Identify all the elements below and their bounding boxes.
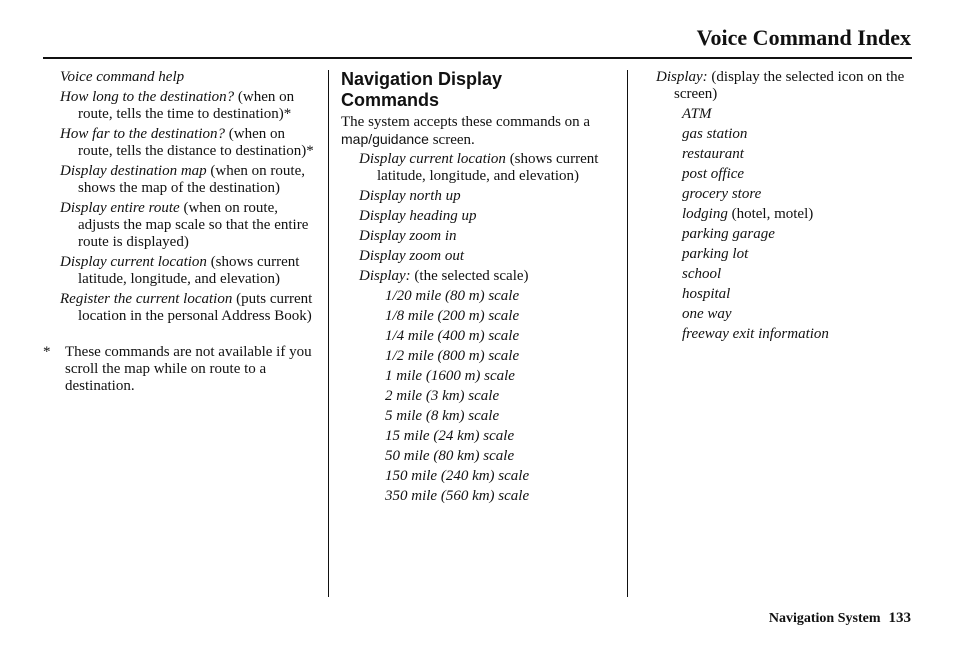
icon-item [682, 106, 912, 123]
command-text: Display destination map [60, 163, 207, 179]
scale-item: 150 mile (240 km) scale [385, 468, 530, 484]
scale-list [385, 288, 616, 505]
command-entry [359, 208, 616, 225]
icon-list [682, 106, 912, 343]
icon-item [682, 186, 912, 203]
icon-item [682, 266, 912, 283]
command-text: Display entire route [60, 200, 180, 216]
icon-item [682, 326, 912, 343]
icon-name: hospital [682, 286, 731, 302]
command-entry [359, 188, 616, 205]
intro-text: The system accepts these commands on a [341, 114, 591, 130]
icon-item [682, 306, 912, 323]
command-entry [60, 126, 315, 160]
command-entry [359, 151, 616, 185]
command-description: (shows current latitude, longitude, and elevation) [377, 151, 599, 184]
command-entry [656, 69, 912, 103]
intro-text: screen. [428, 132, 475, 148]
column-display-icons [656, 69, 912, 346]
command-entry [60, 89, 315, 123]
command-entry [359, 268, 616, 285]
section-heading [341, 69, 616, 111]
command-text: Voice command help [60, 69, 185, 85]
footer-section-name: Navigation System [768, 611, 881, 626]
scale-item: 15 mile (24 km) scale [385, 428, 515, 444]
section-heading-line: Commands [341, 90, 440, 110]
icon-name: gas station [682, 126, 748, 142]
command-description: (when on route, tells the time to destination)* [78, 89, 295, 122]
icon-item [682, 146, 912, 163]
footnote-mark: * [43, 344, 51, 360]
command-entry [60, 254, 315, 288]
icon-item [682, 226, 912, 243]
command-entry [60, 200, 315, 251]
icon-name: restaurant [682, 146, 744, 162]
command-text: How far to the destination? [60, 126, 225, 142]
column-divider [328, 70, 329, 597]
command-text: Display heading up [359, 208, 477, 224]
command-description: (when on route, adjusts the map scale so that the entire route is displayed) [78, 200, 309, 250]
command-description: (display the selected icon on the screen) [674, 69, 905, 102]
icon-name: parking lot [682, 246, 749, 262]
scale-item: 1/8 mile (200 m) scale [385, 308, 520, 324]
scale-item: 50 mile (80 km) scale [385, 448, 515, 464]
page-footer [769, 610, 911, 627]
scale-item: 1/20 mile (80 m) scale [385, 288, 520, 304]
command-entry [359, 248, 616, 265]
scale-item: 1/4 mile (400 m) scale [385, 328, 520, 344]
command-description: (when on route, shows the map of the destination) [78, 163, 305, 196]
icon-name: ATM [682, 106, 712, 122]
command-text: Display zoom out [359, 248, 464, 264]
header-rule [43, 57, 912, 59]
icon-item [682, 286, 912, 303]
scale-item: 1/2 mile (800 m) scale [385, 348, 520, 364]
command-description: (shows current latitude, longitude, and elevation) [78, 254, 300, 287]
section-heading-line: Navigation Display [341, 69, 503, 89]
page-number: 133 [888, 610, 911, 626]
icon-name: school [682, 266, 722, 282]
command-text: Display north up [359, 188, 461, 204]
command-description: (when on route, tells the distance to destination)* [78, 126, 314, 159]
icon-item [682, 166, 912, 183]
footnote [43, 344, 315, 395]
footnote-text: These commands are not available if you scroll the map while on route to a destination. [65, 344, 312, 394]
command-entry [60, 163, 315, 197]
icon-item [682, 126, 912, 143]
page-title: Voice Command Index [696, 25, 911, 50]
command-text: How long to the destination? [60, 89, 235, 105]
command-description: (the selected scale) [410, 268, 529, 284]
command-list [359, 151, 616, 285]
icon-item [682, 206, 912, 223]
scale-item: 5 mile (8 km) scale [385, 408, 500, 424]
icon-description: (hotel, motel) [727, 206, 814, 222]
icon-name: lodging [682, 206, 728, 222]
section-intro [341, 114, 616, 149]
icon-item [682, 246, 912, 263]
column-general-commands [43, 69, 315, 395]
scale-item: 1 mile (1600 m) scale [385, 368, 515, 384]
command-entry [60, 69, 315, 86]
command-text: Display zoom in [359, 228, 457, 244]
icon-name: freeway exit information [682, 326, 829, 342]
column-navigation-display [341, 69, 616, 508]
scale-item: 2 mile (3 km) scale [385, 388, 500, 404]
icon-name: one way [682, 306, 732, 322]
command-text: Display: [656, 69, 708, 85]
command-description: (puts current location in the personal Address Book) [78, 291, 313, 324]
scale-item: 350 mile (560 km) scale [385, 488, 530, 504]
command-text: Display: [359, 268, 411, 284]
command-entry [359, 228, 616, 245]
command-text: Display current location [60, 254, 207, 270]
command-entry [60, 291, 315, 325]
icon-name: grocery store [682, 186, 762, 202]
column-divider [627, 70, 628, 597]
icon-name: post office [682, 166, 745, 182]
icon-name: parking garage [682, 226, 775, 242]
command-text: Display current location [359, 151, 506, 167]
command-text: Register the current location [60, 291, 233, 307]
screen-name: map/guidance [341, 131, 429, 147]
